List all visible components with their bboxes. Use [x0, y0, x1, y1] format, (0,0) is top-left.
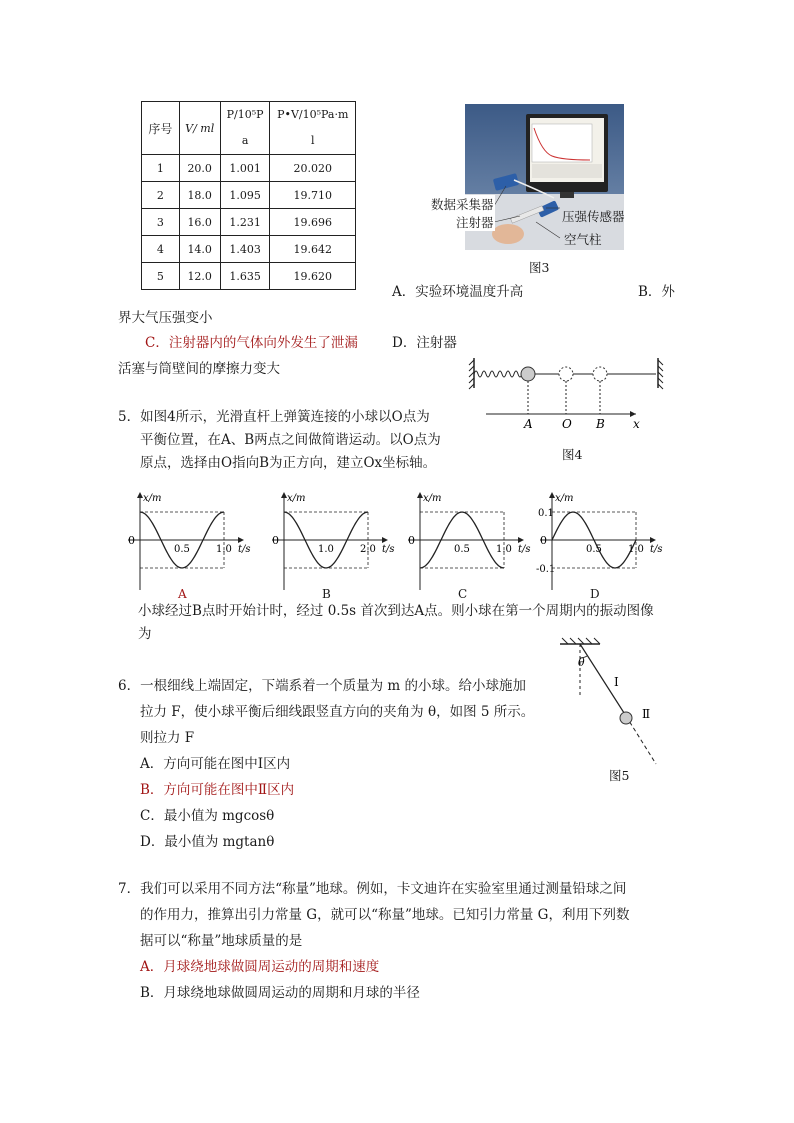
label-region-1: Ⅰ [614, 675, 619, 689]
y-min-label: -0.1 [536, 564, 556, 575]
x-axis-label: t/s [382, 544, 395, 555]
y-axis-label: x/m [555, 493, 574, 504]
right-wall [658, 358, 663, 389]
fig4-caption: 图4 [562, 447, 583, 462]
table-row [142, 155, 356, 182]
cell: 2 [142, 182, 180, 209]
tick-label-mid: 0.5 [174, 544, 190, 555]
label-b: B [596, 417, 605, 431]
cell: 19.642 [270, 236, 356, 263]
origin-label: 0 [128, 534, 135, 547]
q6-option-c: C．最小值为 mgcosθ [140, 808, 275, 824]
q4-option-d-start: D．注射器 [392, 335, 457, 351]
table-row [142, 263, 356, 290]
q4-option-a: A．实验环境温度升高 [392, 284, 524, 300]
header-index: 序号 [142, 102, 180, 155]
cell: 5 [142, 263, 180, 290]
figure-4-diagram [466, 348, 666, 434]
q6-option-d: D．最小值为 mgtanθ [140, 834, 275, 850]
x-axis-arrow [238, 537, 244, 543]
q4-option-b-end: 界大气压强变小 [118, 310, 213, 326]
y-axis-label: x/m [287, 493, 306, 504]
label-a: A [524, 417, 533, 431]
x-axis-label: t/s [650, 544, 663, 555]
cell: 20.020 [270, 155, 356, 182]
tick-label-end: 1.0 [216, 544, 232, 555]
table-row [142, 209, 356, 236]
x-axis-arrow [650, 537, 656, 543]
cell: 1 [142, 155, 180, 182]
table-row [142, 182, 356, 209]
fig3-caption: 图3 [529, 260, 550, 275]
graph-a [124, 488, 254, 600]
q4-option-b-start: B．外 [638, 284, 675, 300]
graph-c [404, 488, 534, 600]
ceiling [560, 638, 600, 644]
option-letter: A [178, 587, 187, 600]
graph-b [268, 488, 408, 600]
cell: 16.0 [179, 209, 220, 236]
tick-label-mid: 0.5 [454, 544, 470, 555]
cell: 12.0 [179, 263, 220, 290]
x-axis-arrow [382, 537, 388, 543]
x-axis-arrow [518, 537, 524, 543]
cell: 20.0 [179, 155, 220, 182]
cell: 18.0 [179, 182, 220, 209]
q7-line-2: 的作用力，推算出引力常量 G，就可以“称量”地球。已知引力常量 G，利用下列数 [140, 907, 630, 923]
cell: 19.710 [270, 182, 356, 209]
fig3-label-collector: 数据采集器 [431, 197, 494, 212]
ball-at-a [521, 367, 535, 381]
cell: 4 [142, 236, 180, 263]
cell: 1.231 [220, 209, 270, 236]
x-axis-label: t/s [238, 544, 251, 555]
q7-line-1: 7．我们可以采用不同方法“称量”地球。例如，卡文迪许在实验室里通过测量铅球之间 [118, 881, 627, 897]
q5-line-3: 原点，选择由O指向B为正方向，建立Ox坐标轴。 [140, 455, 437, 471]
fig3-label-air: 空气柱 [564, 232, 602, 247]
q6-line-1: 6．一根细线上端固定，下端系着一个质量为 m 的小球。给小球施加 [118, 678, 526, 694]
y-max-label: 0.1 [538, 508, 554, 519]
string-extension [626, 716, 656, 764]
origin-label: 0 [408, 534, 415, 547]
origin-label: 0 [540, 534, 547, 547]
q6-option-b: B．方向可能在图中Ⅱ区内 [140, 782, 295, 798]
q7-line-3: 据可以“称量”地球质量的是 [140, 933, 303, 949]
tick-label-end: 2.0 [360, 544, 376, 555]
pv-data-table [141, 101, 356, 290]
x-axis-label: t/s [518, 544, 531, 555]
cell: 1.635 [220, 263, 270, 290]
q5-line-5: 为 [138, 626, 152, 642]
fig3-label-syringe: 注射器 [456, 215, 494, 230]
q5-line-2: 平衡位置，在A、B两点之间做简谐运动。以O点为 [140, 432, 441, 448]
q7-option-a: A．月球绕地球做圆周运动的周期和速度 [140, 959, 380, 975]
fig5-caption: 图5 [609, 768, 630, 783]
table-header-row [142, 102, 356, 155]
label-theta: θ [578, 656, 585, 669]
origin-label: 0 [272, 534, 279, 547]
label-x: x [633, 417, 640, 431]
cell: 19.620 [270, 263, 356, 290]
cell: 14.0 [179, 236, 220, 263]
option-letter: C [458, 587, 468, 600]
graph-d [536, 488, 676, 600]
q7-option-b: B．月球绕地球做圆周运动的周期和月球的半径 [140, 985, 420, 1001]
header-volume: V/ ml [179, 102, 220, 155]
tick-label-mid: 1.0 [318, 544, 334, 555]
q6-line-3: 则拉力 F [140, 730, 195, 746]
q4-option-d-end: 活塞与筒壁间的摩擦力变大 [118, 361, 280, 377]
header-pv: P•V/10⁵Pa·m l [270, 102, 356, 155]
pendulum-ball [620, 712, 632, 724]
string [580, 644, 626, 716]
cell: 1.095 [220, 182, 270, 209]
hand [492, 224, 524, 244]
y-axis-label: x/m [423, 493, 442, 504]
option-letter: B [322, 587, 331, 600]
tick-label-end: 1.0 [628, 544, 644, 555]
ball-at-o [559, 367, 573, 381]
q5-line-4: 小球经过B点时开始计时，经过 0.5s 首次到达A点。则小球在第一个周期内的振动图像 [138, 603, 654, 619]
cell: 1.403 [220, 236, 270, 263]
header-pressure: P/10⁵P a [220, 102, 270, 155]
tick-label-end: 1.0 [496, 544, 512, 555]
ball-at-b [593, 367, 607, 381]
monitor-stand [560, 192, 574, 198]
tick-label-mid: 0.5 [586, 544, 602, 555]
q4-option-c: C．注射器内的气体向外发生了泄漏 [145, 335, 358, 351]
table-row [142, 236, 356, 263]
option-letter: D [590, 587, 600, 600]
cell: 3 [142, 209, 180, 236]
q6-option-a: A．方向可能在图中Ⅰ区内 [140, 756, 291, 772]
y-axis-label: x/m [143, 493, 162, 504]
label-region-2: Ⅱ [642, 707, 651, 721]
left-wall [469, 358, 474, 389]
q5-line-1: 5．如图4所示，光滑直杆上弹簧连接的小球以O点为 [118, 409, 430, 425]
fig3-label-sensor: 压强传感器 [562, 209, 625, 224]
q6-line-2: 拉力 F，使小球平衡后细线跟竖直方向的夹角为 θ，如图 5 所示。 [140, 704, 535, 720]
screen-panel [532, 164, 602, 178]
cell: 1.001 [220, 155, 270, 182]
cell: 19.696 [270, 209, 356, 236]
label-o: O [562, 417, 572, 431]
screen-graph-area [532, 124, 592, 162]
figure-5-diagram [556, 636, 676, 772]
